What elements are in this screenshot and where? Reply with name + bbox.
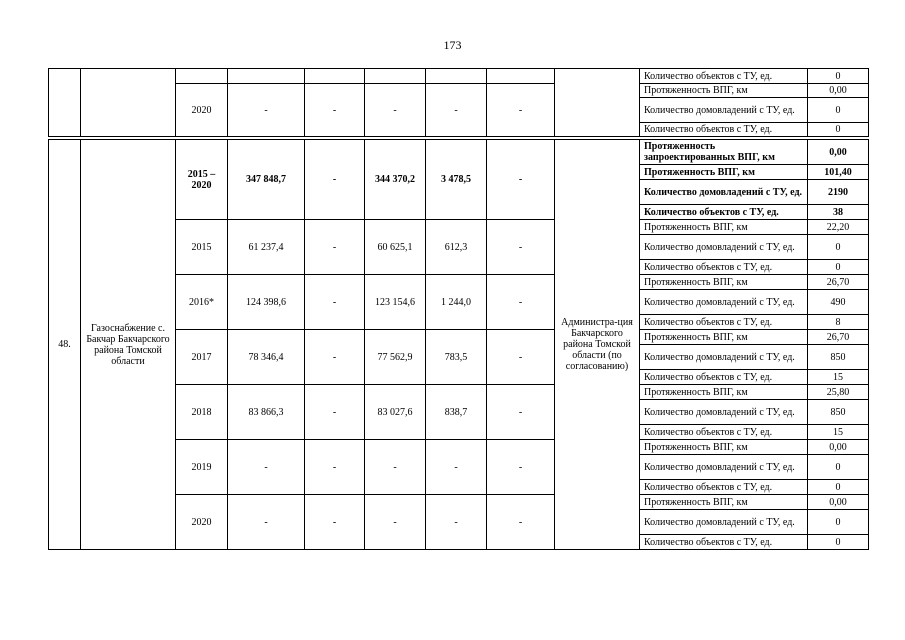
indicator-label: Количество объектов с ТУ, ед.: [640, 480, 808, 495]
indicator-label: Протяженность ВПГ, км: [640, 84, 808, 98]
indicator-label: Количество объектов с ТУ, ед.: [640, 535, 808, 550]
regional-cell: -: [365, 495, 426, 550]
table-row: [49, 69, 869, 84]
executor-cell: Администра-ция Бакчарского района Томской области (по согласованию): [555, 140, 640, 550]
total-cell: -: [228, 84, 305, 137]
row-number-cell: 48.: [49, 140, 81, 550]
total-cell: -: [228, 440, 305, 495]
indicator-label: Количество домовладений с ТУ, ед.: [640, 98, 808, 123]
indicator-value: 0: [808, 69, 869, 84]
indicator-value: 26,70: [808, 275, 869, 290]
regional-cell: 344 370,2: [365, 140, 426, 220]
indicator-value: 0,00: [808, 440, 869, 455]
regional-cell: 83 027,6: [365, 385, 426, 440]
indicator-label: Протяженность ВПГ, км: [640, 495, 808, 510]
prev-name-cell: [81, 69, 176, 137]
regional-cell: -: [365, 84, 426, 137]
regional-cell: 60 625,1: [365, 220, 426, 275]
other-cell: -: [487, 385, 555, 440]
local-cell: 838,7: [426, 385, 487, 440]
other-cell: -: [487, 495, 555, 550]
regional-cell: [365, 69, 426, 84]
page-number: 173: [443, 38, 462, 52]
local-cell: -: [426, 84, 487, 137]
total-cell: 61 237,4: [228, 220, 305, 275]
indicator-label: Количество объектов с ТУ, ед.: [640, 260, 808, 275]
indicator-label: Количество домовладений с ТУ, ед.: [640, 510, 808, 535]
local-cell: 612,3: [426, 220, 487, 275]
indicator-label: Количество объектов с ТУ, ед.: [640, 205, 808, 220]
indicator-label: Протяженность ВПГ, км: [640, 165, 808, 180]
indicator-label: Количество домовладений с ТУ, ед.: [640, 290, 808, 315]
regional-cell: -: [365, 440, 426, 495]
object-name-cell: Газоснабжение с. Бакчар Бакчарского района Томской области: [81, 140, 176, 550]
indicator-label: Количество объектов с ТУ, ед.: [640, 69, 808, 84]
indicator-label: Количество домовладений с ТУ, ед.: [640, 235, 808, 260]
prev-executor-cell: [555, 69, 640, 137]
local-cell: 3 478,5: [426, 140, 487, 220]
indicator-value: 0: [808, 510, 869, 535]
indicator-label: Количество объектов с ТУ, ед.: [640, 425, 808, 440]
year-cell: 2015: [176, 220, 228, 275]
federal-cell: -: [305, 84, 365, 137]
local-cell: [426, 69, 487, 84]
regional-cell: 77 562,9: [365, 330, 426, 385]
federal-cell: -: [305, 275, 365, 330]
indicator-value: 0: [808, 123, 869, 137]
table-row: [49, 140, 869, 165]
total-cell: 83 866,3: [228, 385, 305, 440]
indicator-value: 101,40: [808, 165, 869, 180]
year-cell: 2017: [176, 330, 228, 385]
federal-cell: -: [305, 440, 365, 495]
indicator-value: 15: [808, 425, 869, 440]
indicator-label: Количество домовладений с ТУ, ед.: [640, 400, 808, 425]
local-cell: -: [426, 440, 487, 495]
year-cell: 2018: [176, 385, 228, 440]
other-cell: [487, 69, 555, 84]
total-cell: 78 346,4: [228, 330, 305, 385]
indicator-value: 850: [808, 400, 869, 425]
indicator-label: Протяженность ВПГ, км: [640, 440, 808, 455]
indicator-value: 0: [808, 260, 869, 275]
prev-number-cell: [49, 69, 81, 137]
other-cell: -: [487, 220, 555, 275]
regional-cell: 123 154,6: [365, 275, 426, 330]
indicator-label: Протяженность запроектированных ВПГ, км: [640, 140, 808, 165]
local-cell: 783,5: [426, 330, 487, 385]
year-cell: 2016*: [176, 275, 228, 330]
indicator-value: 25,80: [808, 385, 869, 400]
indicator-label: Протяженность ВПГ, км: [640, 275, 808, 290]
year-cell: 2020: [176, 495, 228, 550]
other-cell: -: [487, 275, 555, 330]
year-cell: 2020: [176, 84, 228, 137]
federal-cell: -: [305, 385, 365, 440]
other-cell: -: [487, 330, 555, 385]
other-cell: -: [487, 84, 555, 137]
total-cell: [228, 69, 305, 84]
federal-cell: -: [305, 220, 365, 275]
indicator-value: 0,00: [808, 84, 869, 98]
program-table: [48, 68, 869, 550]
indicator-value: 26,70: [808, 330, 869, 345]
year-cell: 2019: [176, 440, 228, 495]
local-cell: 1 244,0: [426, 275, 487, 330]
indicator-label: Протяженность ВПГ, км: [640, 330, 808, 345]
federal-cell: -: [305, 495, 365, 550]
indicator-value: 0,00: [808, 495, 869, 510]
other-cell: -: [487, 140, 555, 220]
indicator-label: Количество домовладений с ТУ, ед.: [640, 345, 808, 370]
local-cell: -: [426, 495, 487, 550]
indicator-label: Количество объектов с ТУ, ед.: [640, 123, 808, 137]
total-cell: 124 398,6: [228, 275, 305, 330]
indicator-value: 15: [808, 370, 869, 385]
indicator-value: 2190: [808, 180, 869, 205]
indicator-value: 0: [808, 455, 869, 480]
indicator-label: Количество домовладений с ТУ, ед.: [640, 455, 808, 480]
indicator-value: 0: [808, 235, 869, 260]
indicator-label: Протяженность ВПГ, км: [640, 385, 808, 400]
total-cell: 347 848,7: [228, 140, 305, 220]
indicator-value: 0: [808, 535, 869, 550]
indicator-value: 0,00: [808, 140, 869, 165]
indicator-value: 22,20: [808, 220, 869, 235]
federal-cell: -: [305, 140, 365, 220]
indicator-value: 38: [808, 205, 869, 220]
year-cell: 2015 – 2020: [176, 140, 228, 220]
indicator-value: 490: [808, 290, 869, 315]
total-cell: -: [228, 495, 305, 550]
other-cell: -: [487, 440, 555, 495]
indicator-label: Протяженность ВПГ, км: [640, 220, 808, 235]
indicator-value: 8: [808, 315, 869, 330]
federal-cell: -: [305, 330, 365, 385]
year-cell: [176, 69, 228, 84]
indicator-label: Количество объектов с ТУ, ед.: [640, 370, 808, 385]
indicator-value: 0: [808, 480, 869, 495]
indicator-value: 0: [808, 98, 869, 123]
indicator-label: Количество объектов с ТУ, ед.: [640, 315, 808, 330]
indicator-label: Количество домовладений с ТУ, ед.: [640, 180, 808, 205]
indicator-value: 850: [808, 345, 869, 370]
federal-cell: [305, 69, 365, 84]
